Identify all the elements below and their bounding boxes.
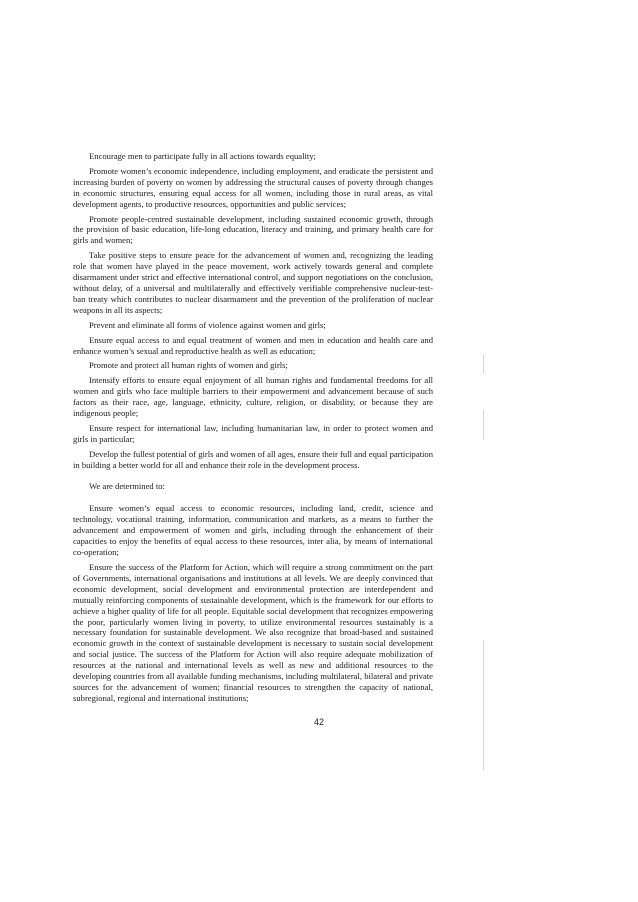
paragraph: Promote people-centred sustainable development, including sustained economic growth, through the provision of basic education, life-long education, literacy and training, and primary health care for girls and women; <box>73 213 433 246</box>
document-body <box>73 151 433 708</box>
paragraph: Ensure equal access to and equal treatment of women and men in education and health care and enhance women’s sexual and reproductive health as well as education; <box>73 334 433 356</box>
section-heading: We are determined to: <box>89 480 165 491</box>
paragraph: Take positive steps to ensure peace for the advancement of women and, recognizing the leading role that women have played in the peace movement, work actively towards general and complete disarmament under strict and effective international control, and support negotiations on the conclusion, without delay, of a universal and multilaterally and effectively verifiable comprehensive nuclear-test-ban treaty which contributes to nuclear disarmament and the prevention of the proliferation of nuclear weapons in all its aspects; <box>73 250 433 315</box>
scan-artifact-line <box>483 355 484 373</box>
scan-artifact-line <box>483 410 484 440</box>
paragraph: Promote women’s economic independence, including employment, and eradicate the persistent and increasing burden of poverty on women by addressing the structural causes of poverty through changes in economic structures, ensuring equal access for all women, including those in rural areas, as vital development agents, to productive resources, opportunities and public services; <box>73 165 433 209</box>
paragraph: Ensure respect for international law, including humanitarian law, in order to protect women and girls in particular; <box>73 422 433 444</box>
paragraph: Prevent and eliminate all forms of violence against women and girls; <box>89 319 326 330</box>
scan-artifact-line <box>483 640 484 770</box>
page-number: 42 <box>313 717 324 727</box>
paragraph: Ensure the success of the Platform for Action, which will require a strong commitment on the part of Governments, international organisations and institutions at all levels. We are deeply convinced that economic development, social development and environmental protection are interdependent and mutually reinforcing components of sustainable development, which is the framework for our efforts to achieve a higher quality of life for all people. Equitable social development that recognizes empowering the poor, particularly women living in poverty, to utilize environmental resources sustainably is a necessary foundation for sustainable development. We also recognize that broad-based and sustained economic growth in the context of sustainable development is necessary to sustain social development and social justice. The success of the Platform for Action will also require adequate mobilization of resources at the national and international levels as well as new and additional resources to the developing countries from all available funding mechanisms, including multilateral, bilateral and private sources for the advancement of women; financial resources to strengthen the capacity of national, subregional, regional and international institutions; <box>73 562 433 703</box>
paragraph: Promote and protect all human rights of women and girls; <box>89 360 288 371</box>
paragraph: Ensure women’s equal access to economic resources, including land, credit, science and technology, vocational training, information, communication and markets, as a means to further the advancement and empowerment of women and girls, including through the enhancement of their capacities to enjoy the benefits of equal access to these resources, inter alia, by means of international co-operation; <box>73 503 433 558</box>
paragraph: Intensify efforts to ensure equal enjoyment of all human rights and fundamental freedoms for all women and girls who face multiple barriers to their empowerment and advancement because of such factors as their race, age, language, ethnicity, culture, religion, or disability, or because they are indigenous people; <box>73 375 433 419</box>
paragraph: Encourage men to participate fully in all actions towards equality; <box>89 151 316 161</box>
paragraph: Develop the fullest potential of girls and women of all ages, ensure their full and equal participation in building a better world for all and enhance their role in the development process. <box>73 448 433 470</box>
